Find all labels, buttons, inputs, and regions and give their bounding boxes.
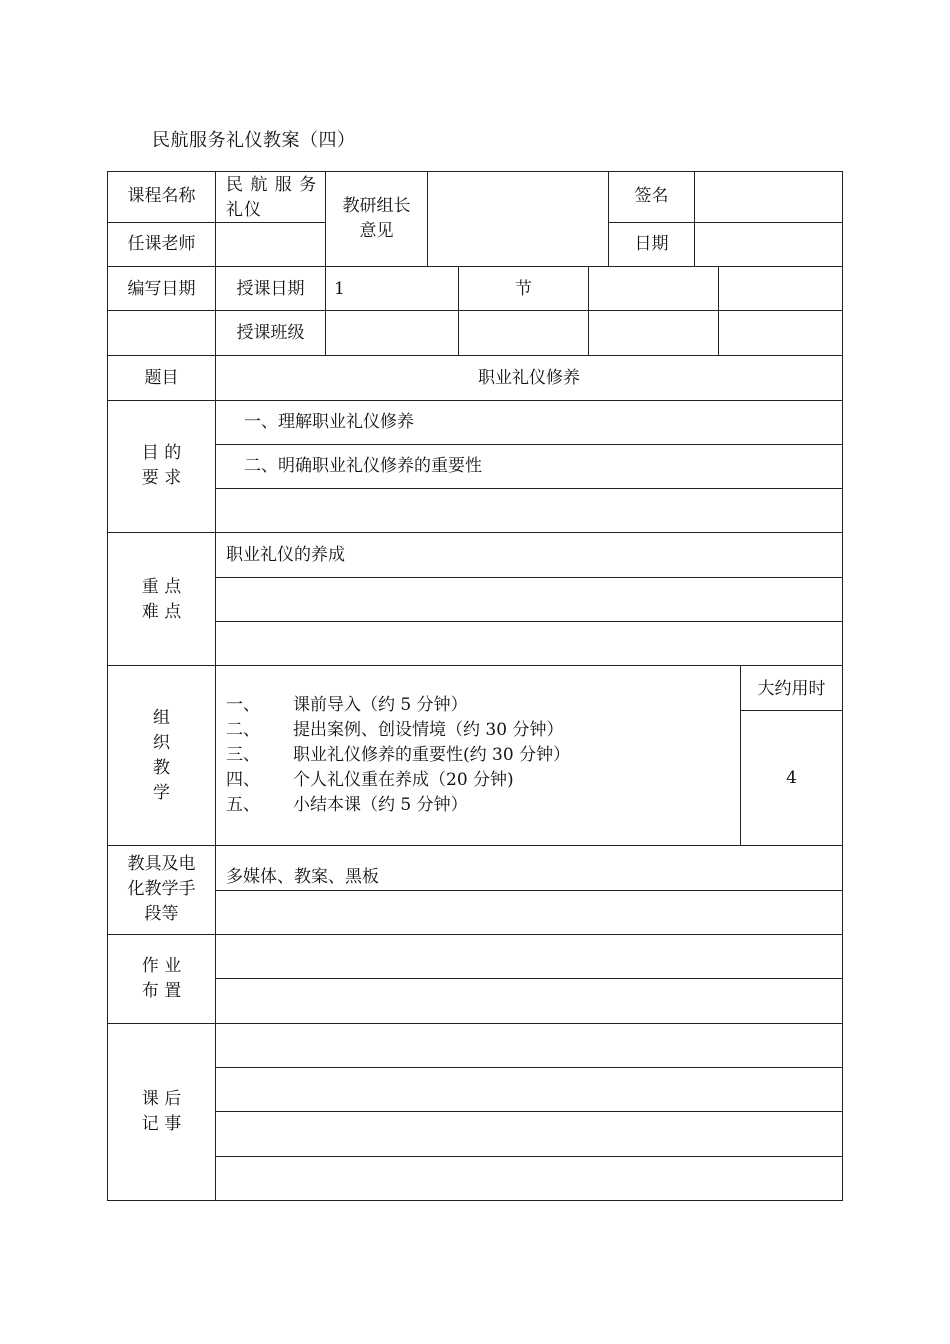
table-border-top [107, 171, 843, 172]
write-date-label: 编写日期 [127, 279, 196, 299]
item-text: 提出案例、创设情境（约 30 分钟） [293, 720, 564, 740]
topic-label: 题目 [144, 368, 179, 388]
approx-time-label: 大约用时 [757, 679, 826, 699]
item-number: 四、 [226, 770, 260, 790]
organization-item [226, 718, 563, 743]
row-divider [107, 222, 216, 223]
row-divider [107, 355, 843, 356]
key-points-label: 重 点 难 点 [141, 577, 182, 622]
row-divider [215, 1111, 843, 1112]
column-divider [694, 171, 695, 267]
column-divider [718, 266, 719, 356]
homework-label: 作 业 布 置 [141, 956, 182, 1001]
teacher-label: 任课老师 [127, 234, 196, 254]
date-label: 日期 [634, 234, 669, 254]
row-divider [215, 621, 843, 622]
row-divider [215, 978, 843, 979]
item-text: 职业礼仪修养的重要性(约 30 分钟） [293, 745, 571, 765]
objective-item: 二、明确职业礼仪修养的重要性 [244, 456, 482, 476]
row-divider [107, 665, 843, 666]
row-divider [215, 1067, 843, 1068]
row-divider [215, 488, 843, 489]
organization-item [226, 793, 468, 818]
review-opinion-label: 教研组长 意见 [342, 196, 411, 241]
row-divider [740, 710, 843, 711]
row-divider [107, 1023, 843, 1024]
course-name-label: 课程名称 [127, 186, 196, 206]
organization-item [226, 743, 570, 768]
row-divider [215, 1156, 843, 1157]
teach-class-label: 授课班级 [236, 323, 305, 343]
item-number: 二、 [226, 720, 260, 740]
teaching-tools-item: 多媒体、教案、黑板 [226, 867, 379, 887]
course-name-value: 民 航 服 务 礼仪 [226, 175, 318, 220]
objective-item: 一、理解职业礼仪修养 [244, 412, 414, 432]
row-divider [107, 310, 843, 311]
row-divider [107, 266, 843, 267]
column-divider [427, 171, 428, 267]
approx-time-value: 4 [786, 768, 797, 788]
item-text: 小结本课（约 5 分钟） [293, 795, 468, 815]
column-divider [325, 266, 326, 356]
row-divider [608, 222, 843, 223]
section-label: 节 [515, 279, 532, 299]
row-divider [107, 400, 843, 401]
teach-date-label: 授课日期 [236, 279, 305, 299]
item-number: 五、 [226, 795, 260, 815]
item-text: 个人礼仪重在养成（20 分钟) [293, 770, 514, 790]
row-divider [107, 532, 843, 533]
item-text: 课前导入（约 5 分钟） [293, 695, 468, 715]
item-number: 三、 [226, 745, 260, 765]
organization-label: 组 织 教 学 [153, 708, 170, 803]
organization-item [226, 693, 468, 718]
teach-date-value: 1 [334, 279, 345, 299]
after-class-label: 课 后 记 事 [141, 1089, 182, 1134]
table-border-left [107, 171, 108, 1201]
item-number: 一、 [226, 695, 260, 715]
objectives-label: 目 的 要 求 [141, 443, 182, 488]
topic-value: 职业礼仪修养 [478, 368, 580, 388]
row-divider [215, 577, 843, 578]
page-title: 民航服务礼仪教案（四） [152, 130, 356, 151]
row-divider [107, 934, 843, 935]
column-divider [588, 266, 589, 356]
row-divider [215, 890, 843, 891]
teaching-tools-label: 教具及电 化教学手 段等 [127, 854, 196, 924]
row-divider [215, 444, 843, 445]
table-border-bottom [107, 1200, 843, 1201]
row-divider [107, 845, 843, 846]
table-border-right [842, 171, 843, 1201]
organization-item [226, 768, 514, 793]
signature-label: 签名 [634, 186, 669, 206]
key-point-item: 职业礼仪的养成 [226, 545, 345, 565]
